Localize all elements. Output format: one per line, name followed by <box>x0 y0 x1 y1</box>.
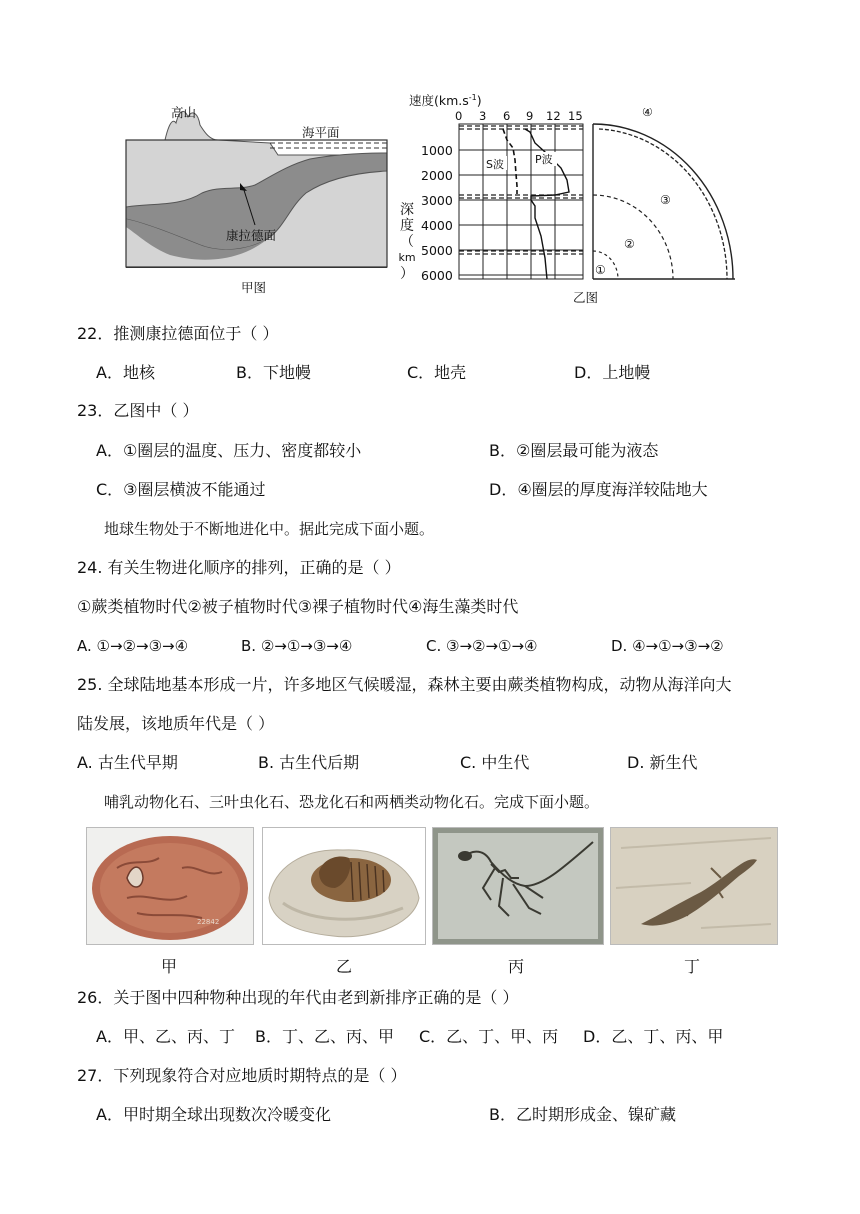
figure-jia-caption: 甲图 <box>241 280 267 295</box>
q24-option-c: C. ③→②→①→④ <box>426 637 538 655</box>
speed-axis-label: 速度$(km.s^{-1})$ <box>409 92 482 108</box>
q22-stem: 22．推测康拉德面位于（ ） <box>77 324 279 343</box>
p-wave-label: P波 <box>535 153 553 166</box>
q25-option-a: A. 古生代早期 <box>77 753 178 772</box>
q25-stem-line1: 25. 全球陆地基本形成一片，许多地区气候暖湿，森林主要由蕨类植物构成，动物从海洋向大 <box>77 675 732 694</box>
q25-stem-line2: 陆发展，该地质年代是（ ） <box>77 714 275 733</box>
q27-stem: 27．下列现象符合对应地质时期特点的是（ ） <box>77 1066 407 1085</box>
q22-option-a: A．地核 <box>96 363 155 382</box>
q25-option-d: D. 新生代 <box>627 753 698 772</box>
q27-option-a: A．甲时期全球出现数次冷暖变化 <box>96 1105 331 1124</box>
intro-fossils: 哺乳动物化石、三叶虫化石、恐龙化石和两栖类动物化石。完成下面小题。 <box>104 793 600 811</box>
photo-caption-ding: 丁 <box>684 957 701 976</box>
sea-level-label: 海平面 <box>302 125 340 140</box>
q26-stem: 26．关于图中四种物种出现的年代由老到新排序正确的是（ ） <box>77 988 519 1007</box>
depth-axis-label: 深 度 （ km ） <box>398 202 416 282</box>
photo-caption-jia: 甲 <box>161 957 178 976</box>
depth-tick: 5000 <box>421 243 453 258</box>
q26-option-d: D．乙、丁、丙、甲 <box>583 1027 724 1046</box>
q23-option-a: A．①圈层的温度、压力、密度都较小 <box>96 441 362 460</box>
speed-tick: 0 <box>455 109 463 123</box>
q24-option-d: D. ④→①→③→② <box>611 637 724 655</box>
q26-option-b: B．丁、乙、丙、甲 <box>255 1027 394 1046</box>
depth-tick: 6000 <box>421 268 453 283</box>
q22-option-c: C．地壳 <box>407 363 467 382</box>
depth-tick: 3000 <box>421 193 453 208</box>
q27-option-b: B．乙时期形成金、镍矿藏 <box>489 1105 676 1124</box>
depth-tick: 2000 <box>421 168 453 183</box>
photo-caption-yi: 乙 <box>336 957 353 976</box>
q23-option-c: C．③圈层横波不能通过 <box>96 480 266 499</box>
figure-yi-seismic-chart <box>455 108 775 288</box>
speed-tick: 15 <box>568 109 583 123</box>
q24-option-b: B. ②→①→③→④ <box>241 637 353 655</box>
q22-option-d: D．上地幔 <box>574 363 651 382</box>
fossil-photo-jia <box>86 827 254 945</box>
q24-sub: ①蕨类植物时代②被子植物时代③裸子植物时代④海生藻类时代 <box>77 597 519 616</box>
layer-label-3: ③ <box>660 193 671 207</box>
svg-text:22842: 22842 <box>197 918 220 926</box>
q23-option-d: D．④圈层的厚度海洋较陆地大 <box>489 480 708 499</box>
fossil-photo-ding <box>610 827 778 945</box>
fossil-photo-bing <box>432 827 604 945</box>
depth-tick: 1000 <box>421 143 453 158</box>
depth-tick: 4000 <box>421 218 453 233</box>
speed-tick: 9 <box>526 109 534 123</box>
intro-evolution: 地球生物处于不断地进化中。据此完成下面小题。 <box>104 520 435 538</box>
speed-tick: 3 <box>479 109 487 123</box>
speed-tick: 6 <box>503 109 511 123</box>
q26-option-a: A．甲、乙、丙、丁 <box>96 1027 235 1046</box>
photo-caption-bing: 丙 <box>508 957 525 976</box>
figure-jia-crust-section <box>110 95 410 305</box>
q23-stem: 23．乙图中（ ） <box>77 401 199 420</box>
fossil-photo-yi <box>262 827 426 945</box>
q25-option-c: C. 中生代 <box>460 753 530 772</box>
q22-option-b: B．下地幔 <box>236 363 311 382</box>
q23-option-b: B．②圈层最可能为液态 <box>489 441 659 460</box>
speed-tick: 12 <box>546 109 561 123</box>
s-wave-label: S波 <box>486 158 504 171</box>
layer-label-4: ④ <box>642 108 653 119</box>
q24-option-a: A. ①→②→③→④ <box>77 637 189 655</box>
conrad-surface-label: 康拉德面 <box>226 228 277 243</box>
q24-stem: 24. 有关生物进化顺序的排列，正确的是（ ） <box>77 558 401 577</box>
layer-label-2: ② <box>624 237 635 251</box>
mountain-label: 高山 <box>171 105 197 120</box>
figure-yi-caption: 乙图 <box>573 290 599 305</box>
q25-option-b: B. 古生代后期 <box>258 753 360 772</box>
layer-label-1: ① <box>595 263 606 277</box>
q26-option-c: C．乙、丁、甲、丙 <box>419 1027 559 1046</box>
